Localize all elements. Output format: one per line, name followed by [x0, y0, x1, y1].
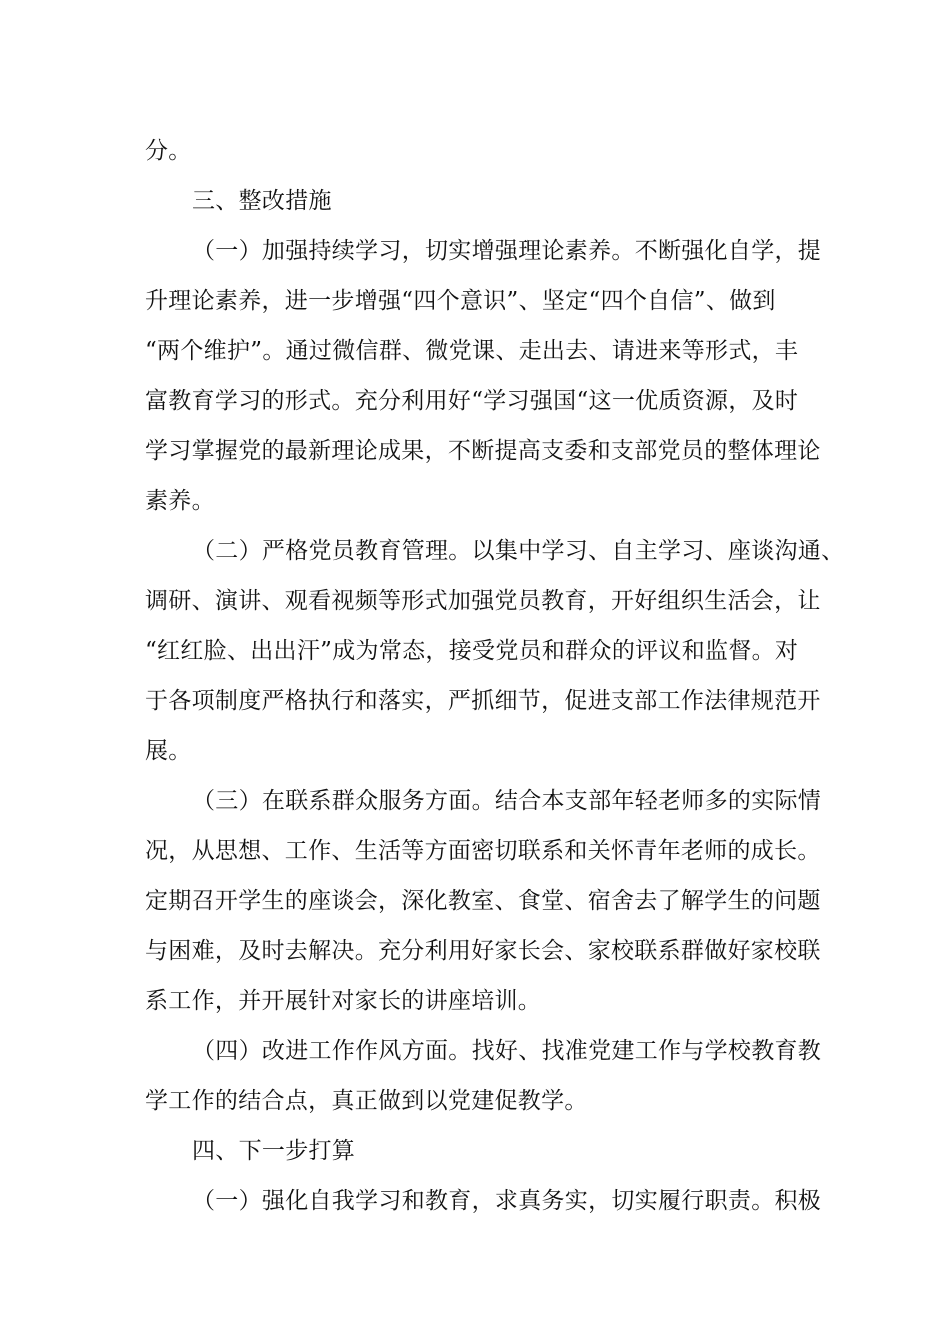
paragraph-line: 况，从思想、工作、生活等方面密切联系和关怀青年老师的成长。: [145, 838, 821, 864]
paragraph-line: 于各项制度严格执行和落实，严抓细节，促进支部工作法律规范开: [145, 688, 821, 714]
paragraph-line: “两个维护”。通过微信群、微党课、走出去、请进来等形式，丰: [145, 338, 799, 364]
section-heading-rectification: 三、整改措施: [192, 188, 332, 214]
paragraph-line: （三）在联系群众服务方面。结合本支部年轻老师多的实际情: [192, 788, 822, 814]
paragraph-line: 调研、演讲、观看视频等形式加强党员教育，开好组织生活会，让: [145, 588, 821, 614]
paragraph-line: （四）改进工作作风方面。找好、找准党建工作与学校教育教: [192, 1038, 822, 1064]
paragraph-line: “红红脸、出出汗”成为常态，接受党员和群众的评议和监督。对: [145, 638, 799, 664]
paragraph-line: 系工作，并开展针对家长的讲座培训。: [145, 988, 542, 1014]
paragraph-line: （二）严格党员教育管理。以集中学习、自主学习、座谈沟通、: [192, 538, 845, 564]
paragraph-line: 富教育学习的形式。充分利用好“学习强国“这一优质资源，及时: [145, 388, 799, 414]
paragraph-line: 展。: [145, 738, 192, 764]
paragraph-line: 素养。: [145, 488, 215, 514]
paragraph-line: 分。: [145, 138, 192, 164]
paragraph-line: 学习掌握党的最新理论成果，不断提高支委和支部党员的整体理论: [145, 438, 821, 464]
paragraph-line: 学工作的结合点，真正做到以党建促教学。: [145, 1088, 588, 1114]
section-heading-next-steps: 四、下一步打算: [192, 1138, 356, 1164]
paragraph-line: （一）强化自我学习和教育，求真务实，切实履行职责。积极: [192, 1188, 822, 1214]
paragraph-line: 升理论素养，进一步增强“四个意识”、坚定“四个自信”、做到: [145, 288, 776, 314]
paragraph-line: 定期召开学生的座谈会，深化教室、食堂、宿舍去了解学生的问题: [145, 888, 821, 914]
paragraph-line: 与困难，及时去解决。充分利用好家长会、家校联系群做好家校联: [145, 938, 821, 964]
paragraph-line: （一）加强持续学习，切实增强理论素养。不断强化自学，提: [192, 238, 822, 264]
